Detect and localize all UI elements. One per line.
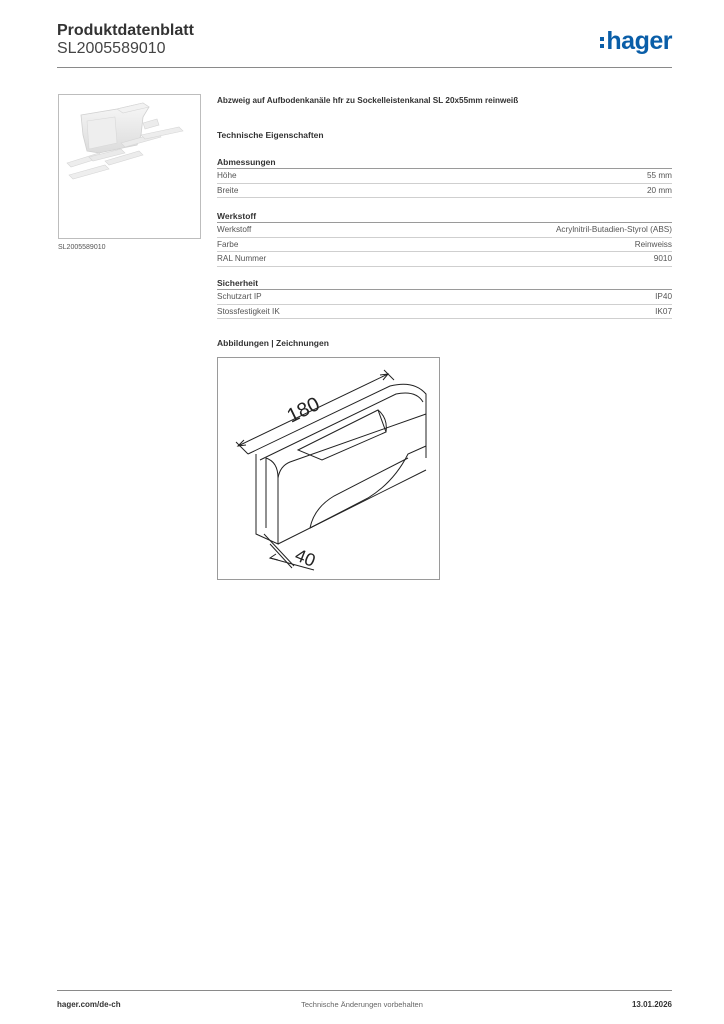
drawings-heading: Abbildungen | Zeichnungen <box>217 338 329 348</box>
section-werkstoff <box>217 211 672 267</box>
header-divider <box>57 67 672 68</box>
row-label: Werkstoff <box>217 225 252 234</box>
row-value: IK07 <box>655 306 672 316</box>
product-name: Abzweig auf Aufbodenkanäle hfr zu Sockelleistenkanal SL 20x55mm reinweiß <box>217 96 519 105</box>
table-row <box>217 290 672 305</box>
dim-length-label: 180 <box>283 393 324 428</box>
article-number: SL2005589010 <box>57 40 166 57</box>
footer-notice: Technische Änderungen vorbehalten <box>301 1000 423 1009</box>
footer-website-link[interactable]: hager.com/de-ch <box>57 1000 121 1009</box>
table-row <box>217 305 672 320</box>
row-label: RAL Nummer <box>217 254 267 263</box>
row-value: Reinweiss <box>634 239 672 249</box>
row-value: IP40 <box>655 292 672 301</box>
footer-date: 13.01.2026 <box>631 1000 672 1009</box>
dim-width-label: 40 <box>292 544 319 571</box>
row-label: Farbe <box>217 239 239 249</box>
table-row <box>217 252 672 267</box>
row-label: Breite <box>217 185 239 195</box>
hager-logo <box>600 26 672 56</box>
image-caption: SL2005589010 <box>58 244 106 251</box>
table-row <box>217 223 672 238</box>
row-value: 55 mm <box>646 171 672 180</box>
row-value: 20 mm <box>646 185 672 195</box>
dimension-drawing-icon <box>218 358 439 579</box>
row-label: Höhe <box>217 171 237 180</box>
footer-divider <box>57 990 672 991</box>
table-row <box>217 184 672 199</box>
row-value: Acrylnitril-Butadien-Styrol (ABS) <box>555 225 672 234</box>
section-sicherheit <box>217 278 672 319</box>
table-row <box>217 238 672 253</box>
section-title: Werkstoff <box>217 211 672 223</box>
row-value: 9010 <box>653 254 672 263</box>
table-row <box>217 169 672 184</box>
page-title: Produktdatenblatt <box>57 22 194 39</box>
logo-dots-icon <box>600 37 604 48</box>
logo-wordmark: hager <box>606 26 672 55</box>
product-photo-icon <box>59 95 200 238</box>
section-title: Abmessungen <box>217 157 672 169</box>
section-title: Sicherheit <box>217 278 672 290</box>
section-abmessungen <box>217 157 672 198</box>
technical-drawing <box>217 357 440 580</box>
product-image <box>58 94 201 239</box>
row-label: Stossfestigkeit IK <box>217 306 280 316</box>
tech-heading: Technische Eigenschaften <box>217 130 324 140</box>
row-label: Schutzart IP <box>217 292 262 301</box>
